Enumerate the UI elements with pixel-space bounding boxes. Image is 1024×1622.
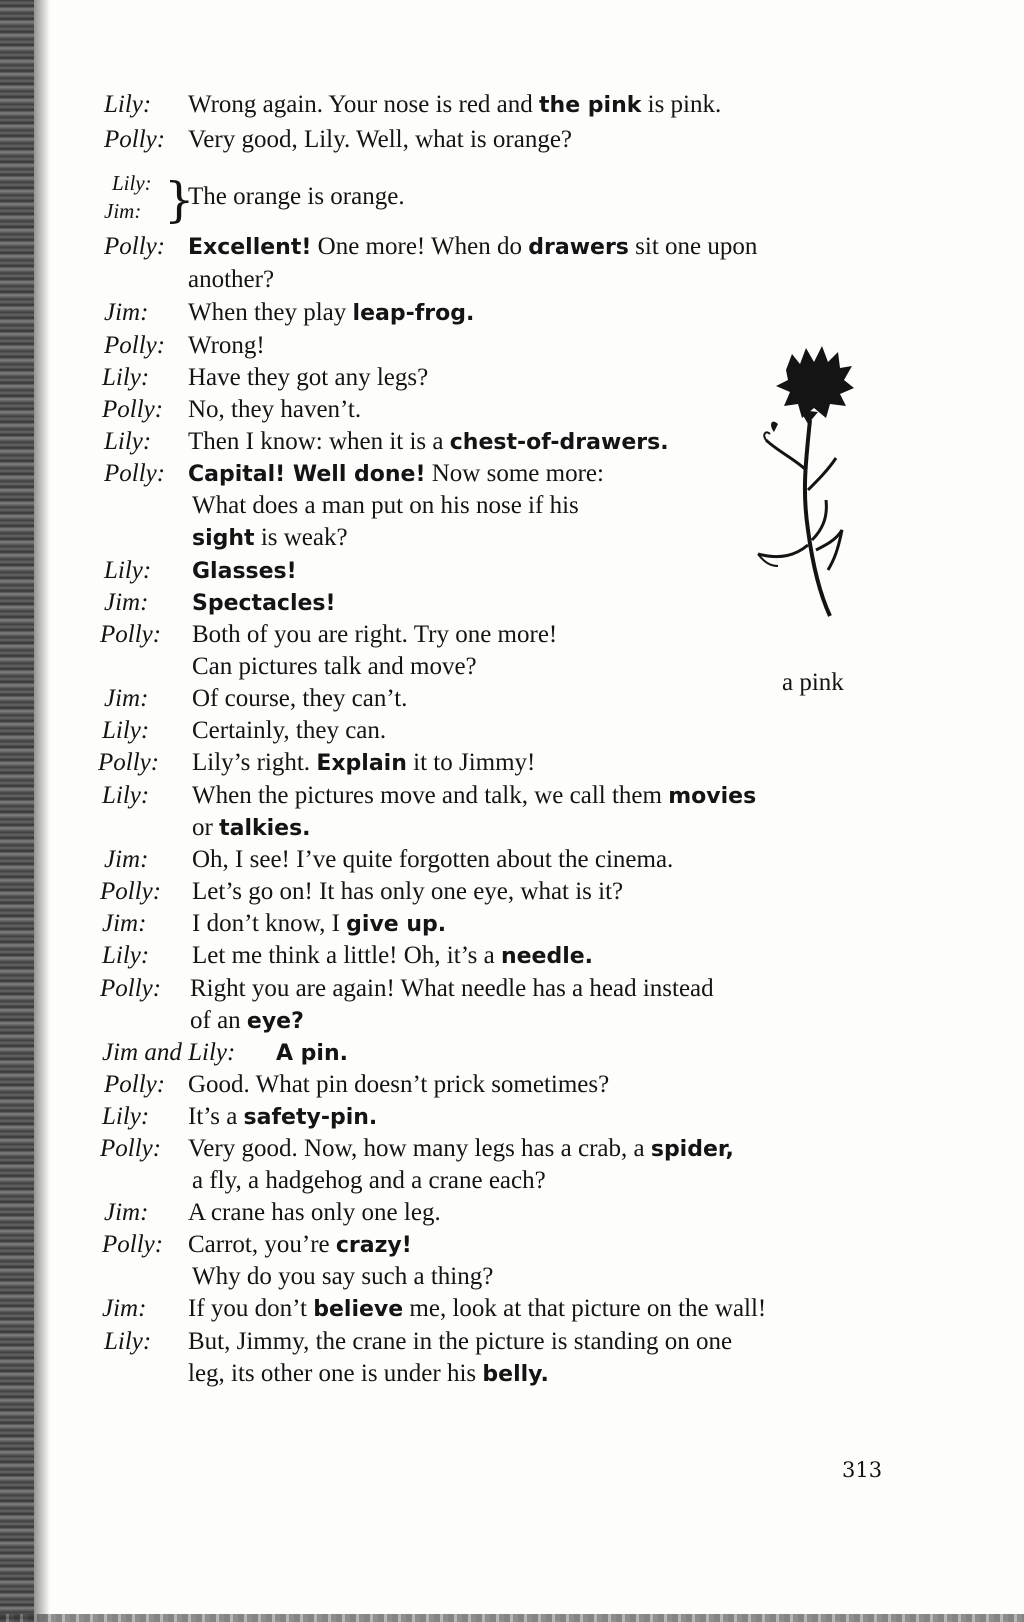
speaker-name: Polly: (102, 1231, 164, 1258)
dialogue-line-text (190, 974, 714, 1004)
dialogue-line-text (188, 331, 265, 361)
dialogue-line-text (188, 125, 572, 155)
dialogue-line-text (192, 748, 535, 779)
speaker-name: Jim: (102, 910, 147, 937)
binding-edge (0, 0, 34, 1622)
dialogue-text-run: Lily’s right. (192, 749, 317, 776)
speaker-name: Lily: (102, 717, 150, 744)
speaker-name: Polly: (98, 749, 160, 776)
dialogue-text-run: or (192, 814, 220, 841)
vocabulary-word: leap-frog. (352, 301, 475, 326)
speaker-name: Polly: (100, 878, 162, 905)
speaker-name: Jim: (104, 1199, 149, 1226)
dialogue-text-run: Of course, they can’t. (192, 685, 408, 712)
dialogue-text-run: Oh, I see! I’ve quite forgotten about the cinema. (192, 846, 674, 873)
dialogue-line-text (192, 556, 297, 587)
dialogue-text-run: is pink. (641, 91, 722, 118)
dialogue-text-run: A crane has only one leg. (188, 1199, 441, 1226)
speaker-name: Polly: (104, 1071, 166, 1098)
dialogue-text-run: leg, its other one is under his (188, 1360, 483, 1387)
dialogue-line-text (192, 941, 593, 972)
speaker-name: Lily: (102, 942, 150, 969)
binding-shadow (34, 0, 50, 1622)
dialogue-text-run: Then I know: when it is a (188, 428, 450, 455)
dialogue-line-text (192, 877, 623, 907)
dialogue-line-text (188, 363, 428, 393)
dialogue-text-run: me, look at that picture on the wall! (403, 1295, 767, 1322)
vocabulary-word: needle. (500, 944, 594, 969)
dialogue-line-text: What does a man put on his nose if his (192, 492, 579, 519)
dialogue-line-text (188, 1294, 766, 1325)
speaker-name: Jim: (104, 299, 149, 326)
speaker-name: Lily: (104, 557, 152, 584)
vocabulary-word: crazy! (335, 1233, 412, 1258)
speaker-name: Polly: (100, 975, 162, 1002)
vocabulary-word: spider, (650, 1137, 734, 1162)
vocabulary-word: eye? (246, 1009, 304, 1034)
dialogue-line-text (192, 813, 311, 844)
dialogue-line-text (188, 1102, 377, 1133)
illustration-caption: a pink (782, 669, 844, 696)
page-bottom-edge (0, 1614, 1024, 1622)
dialogue-line-text (188, 1230, 412, 1261)
speaker-name: Lily: (104, 91, 152, 118)
speaker-name: Polly: (104, 233, 166, 260)
dialogue-line-text (188, 298, 474, 329)
dialogue-text-run: Let me think a little! Oh, it’s a (192, 942, 501, 969)
dialogue-line-text: Why do you say such a thing? (192, 1263, 494, 1290)
speaker-name: Lily: (102, 1103, 150, 1130)
dialogue-line-text (192, 781, 756, 812)
dialogue-text-run: Very good. Now, how many legs has a crab, a (188, 1135, 651, 1162)
dialogue-line-text (188, 1327, 732, 1357)
dialogue-text-run: No, they haven’t. (188, 396, 362, 423)
dialogue-line-text (188, 459, 604, 490)
vocabulary-word: believe (313, 1297, 404, 1322)
vocabulary-word: drawers (528, 235, 629, 260)
vocabulary-word: chest-of-drawers. (449, 430, 669, 455)
vocabulary-word: Glasses! (192, 559, 297, 584)
dialogue-line-text (276, 1038, 348, 1069)
dialogue-line-text (192, 845, 673, 875)
dialogue-text-run: One more! When do (311, 233, 529, 260)
speaker-brace: } (164, 172, 195, 228)
vocabulary-word: safety-pin. (243, 1105, 378, 1130)
dialogue-text-run: Both of you are right. Try one more! (192, 621, 558, 648)
dialogue-line-text (188, 90, 721, 121)
dialogue-text-run: Wrong! (188, 332, 265, 359)
dialogue-text-run: of an (190, 1007, 247, 1034)
dialogue-line-text (188, 1134, 734, 1165)
dialogue-text-run: When the pictures move and talk, we call them (192, 782, 669, 809)
vocabulary-word: Excellent! (188, 235, 312, 260)
dialogue-line-text (188, 232, 757, 263)
page-number: 313 (842, 1458, 883, 1482)
speaker-name: Polly: (104, 332, 166, 359)
carnation-flower-icon (756, 340, 876, 640)
dialogue-text-run: The orange is orange. (188, 183, 405, 210)
dialogue-text-run: I don’t know, I (192, 910, 347, 937)
vocabulary-word: Capital! Well done! (188, 462, 426, 487)
dialogue-line-text (192, 684, 407, 714)
dialogue-line-text (188, 182, 405, 212)
speaker-name: Jim: (102, 1295, 147, 1322)
dialogue-text-run: If you don’t (188, 1295, 314, 1322)
speaker-name: Polly: (104, 126, 166, 153)
dialogue-text-run: Certainly, they can. (192, 717, 387, 744)
dialogue-text-run: But, Jimmy, the crane in the picture is standing on one (188, 1328, 733, 1355)
speaker-name: Lily: (102, 782, 150, 809)
dialogue-line-text: another? (188, 266, 275, 293)
dialogue-text-run: It’s a (188, 1103, 244, 1130)
dialogue-text-run: it to Jimmy! (406, 749, 536, 776)
speaker-name: Lily: (102, 364, 150, 391)
dialogue-line-text: a fly, a hadgehog and a crane each? (192, 1167, 546, 1194)
dialogue-text-run: Wrong again. Your nose is red and (188, 91, 540, 118)
dialogue-line-text (192, 620, 557, 650)
dialogue-line-text (188, 1198, 441, 1228)
vocabulary-word: give up. (346, 912, 447, 937)
vocabulary-word: Explain (316, 751, 407, 776)
speaker-name: Polly: (100, 1135, 162, 1162)
dialogue-text-run: Carrot, you’re (188, 1231, 336, 1258)
speaker-name: Polly: (102, 396, 164, 423)
dialogue-line-text (192, 523, 348, 554)
dialogue-line-text: Can pictures talk and move? (192, 653, 477, 680)
speaker-name: Polly: (100, 621, 162, 648)
speaker-name: Jim: (104, 199, 142, 223)
speaker-name: Lily: (104, 428, 152, 455)
vocabulary-word: belly. (482, 1362, 549, 1387)
speaker-name: Lily: (112, 171, 152, 195)
vocabulary-word: sight (192, 526, 255, 551)
vocabulary-word: Spectacles! (192, 591, 336, 616)
dialogue-text-run: Very good, Lily. Well, what is orange? (188, 126, 573, 153)
dialogue-text-run: is weak? (254, 524, 348, 551)
dialogue-line-text (192, 716, 386, 746)
dialogue-text-run: Let’s go on! It has only one eye, what is it? (192, 878, 624, 905)
dialogue-text-run: Good. What pin doesn’t prick sometimes? (188, 1071, 610, 1098)
speaker-name: Jim: (104, 685, 149, 712)
vocabulary-word: talkies. (219, 816, 311, 841)
dialogue-text-run: When they play (188, 299, 353, 326)
dialogue-text-run: Have they got any legs? (188, 364, 429, 391)
vocabulary-word: movies (668, 784, 757, 809)
vocabulary-word: the pink (539, 93, 642, 118)
speaker-name: Lily: (104, 1328, 152, 1355)
dialogue-line-text (192, 909, 446, 940)
dialogue-line-text (188, 395, 361, 425)
speaker-name: Jim: (104, 589, 149, 616)
dialogue-line-text (188, 1359, 549, 1390)
dialogue-line-text (190, 1006, 304, 1037)
speaker-name: Jim: (104, 846, 149, 873)
speaker-name: Polly: (104, 460, 166, 487)
dialogue-line-text (188, 1070, 609, 1100)
dialogue-text-run: Now some more: (425, 460, 604, 487)
dialogue-text-run: Right you are again! What needle has a head instead (190, 975, 714, 1002)
vocabulary-word: A pin. (276, 1041, 348, 1066)
speaker-name: Jim and Lily: (102, 1039, 236, 1066)
dialogue-line-text (192, 588, 336, 619)
dialogue-text-run: sit one upon (628, 233, 758, 260)
dialogue-line-text (188, 427, 669, 458)
